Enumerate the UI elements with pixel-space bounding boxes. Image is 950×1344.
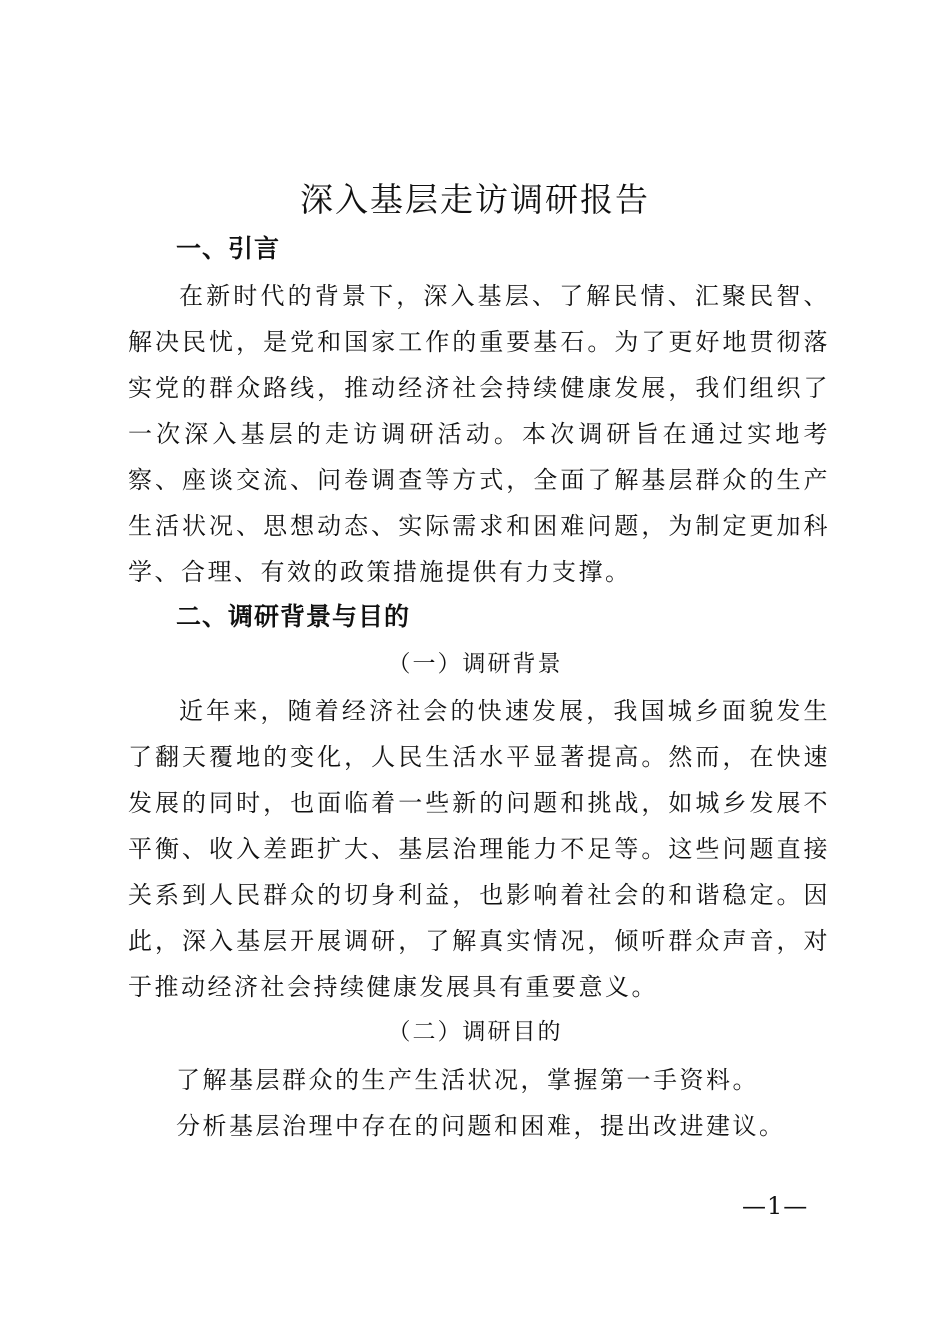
purpose-item-2: 分析基层治理中存在的问题和困难，提出改进建议。	[176, 1112, 786, 1140]
purpose-item-1: 了解基层群众的生产生活状况，掌握第一手资料。	[176, 1066, 759, 1094]
page-number: —1—	[742, 1192, 809, 1220]
introduction-paragraph: 在新时代的背景下，深入基层、了解民情、汇聚民智、解决民忧，是党和国家工作的重要基石。为了更好地贯彻落实党的群众路线，推动经济社会持续健康发展，我们组织了一次深入基层的走访调研活动。本次调研旨在通过实地考察、座谈交流、问卷调查等方式，全面了解基层群众的生产生活状况、思想动态、实际需求和困难问题，为制定更加科学、合理、有效的政策措施提供有力支撑。	[128, 282, 830, 586]
section-heading-introduction: 一、引言	[176, 234, 281, 263]
document-title: 深入基层走访调研报告	[300, 180, 650, 219]
subsection-heading-background: （一）调研背景	[387, 651, 563, 677]
background-paragraph: 近年来，随着经济社会的快速发展，我国城乡面貌发生了翻天覆地的变化，人民生活水平显著提高。然而，在快速发展的同时，也面临着一些新的问题和挑战，如城乡发展不平衡、收入差距扩大、基层治理能力不足等。这些问题直接关系到人民群众的切身利益，也影响着社会的和谐稳定。因此，深入基层开展调研，了解真实情况，倾听群众声音，对于推动经济社会持续健康发展具有重要意义。	[128, 697, 830, 1001]
subsection-heading-purpose: （二）调研目的	[387, 1019, 563, 1045]
section-heading-background-purpose: 二、调研背景与目的	[176, 602, 411, 631]
